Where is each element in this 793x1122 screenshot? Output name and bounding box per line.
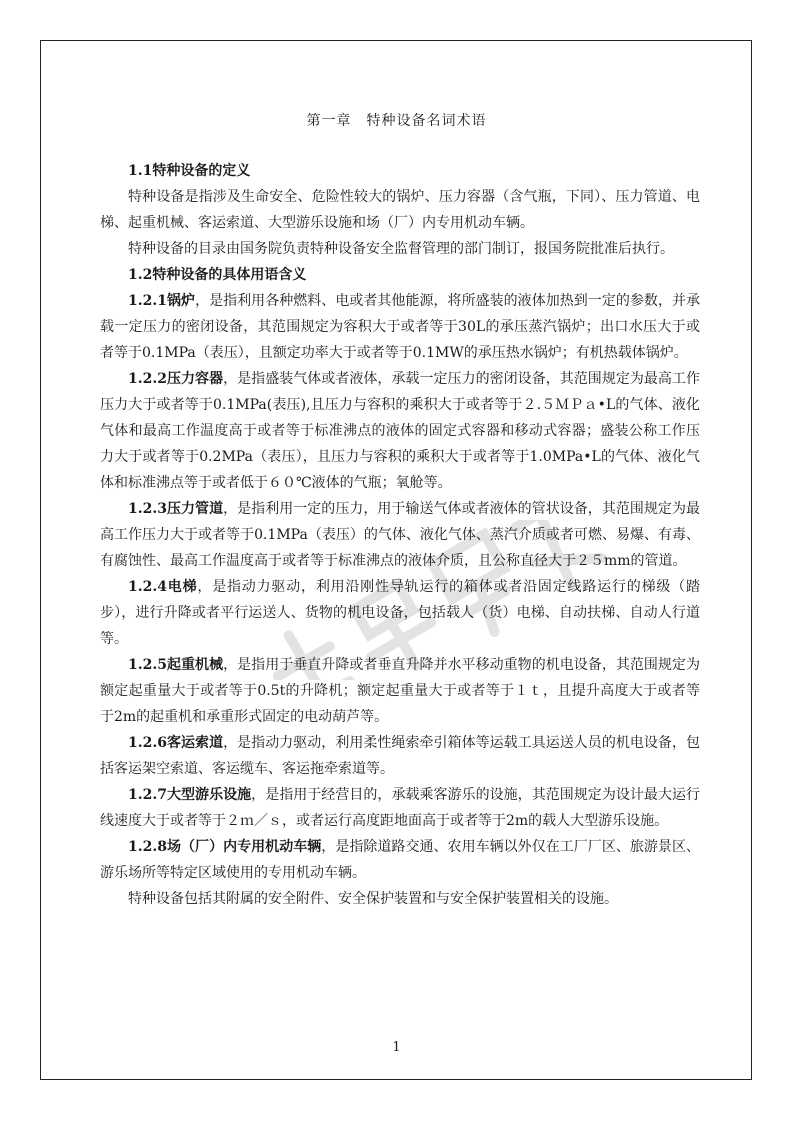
term-label: 1.2.5起重机械 <box>128 657 224 673</box>
term-label: 1.2.6客运索道 <box>128 735 224 751</box>
term-paragraph-pressure-pipeline <box>100 496 700 574</box>
document-body <box>100 158 700 912</box>
term-text: ，是指用于经营目的，承载乘客游乐的设施，其范围规定为设计最大运行线速度大于或者等于２ｍ／ｓ，或者运行高度距地面高于或者等于2m的载人大型游乐设施。 <box>100 787 700 829</box>
term-paragraph-amusement <box>100 782 700 834</box>
chapter-title: 第一章 特种设备名词术语 <box>306 113 487 129</box>
term-text: ，是指盛装气体或者液体，承载一定压力的密闭设备，其范围规定为最高工作压力大于或者等于0.1MPa(表压),且压力与容积的乘积大于或者等于２.５ＭＰａ•L的气体、液化气体和最高工作温度高于或者等于标准沸点的液体的固定式容器和移动式容器；盛装公称工作压力大于或者等于0.2MPa（表压），且压力与容积的乘积大于或者等于1.0MPa•L的气体、液化气体和标准沸点等于或者低于６０℃液体的气瓶；氧舱等。 <box>100 371 700 491</box>
term-text: ，是指用于垂直升降或者垂直升降并水平移动重物的机电设备，其范围规定为额定起重量大于或者等于0.5t的升降机；额定起重量大于或者等于１ｔ，且提升高度大于或者等于2m的起重机和承重形式固定的电动葫芦等。 <box>100 657 700 725</box>
term-paragraph-elevator <box>100 574 700 652</box>
term-label: 1.2.4电梯 <box>128 579 198 595</box>
section-heading-1-2: 1.2特种设备的具体用语含义 <box>128 267 307 283</box>
term-text: ，是指利用一定的压力，用于输送气体或者液体的管状设备，其范围规定为最高工作压力大于或者等于0.1MPa（表压）的气体、液化气体、蒸汽介质或者可燃、易爆、有毒、有腐蚀性、最高工作温度高于或者等于标准沸点的液体介质，且公称直径大于２５mm的管道。 <box>100 501 700 569</box>
section-heading-1-1: 1.1特种设备的定义 <box>128 163 251 179</box>
term-text: ，是指利用各种燃料、电或者其他能源，将所盛装的液体加热到一定的参数，并承载一定压力的密闭设备，其范围规定为容积大于或者等于30L的承压蒸汽锅炉；出口水压大于或者等于0.1MPa（表压），且额定功率大于或者等于0.1MW的承压热水锅炉；有机热载体锅炉。 <box>100 293 700 361</box>
term-text: ，是指动力驱动，利用柔性绳索牵引箱体等运载工具运送人员的机电设备，包括客运架空索道、客运缆车、客运拖牵索道等。 <box>100 735 700 777</box>
term-text: ，是指除道路交通、农用车辆以外仅在工厂厂区、旅游景区、游乐场所等特定区域使用的专用机动车辆。 <box>100 839 700 881</box>
paragraph-definition: 特种设备是指涉及生命安全、危险性较大的锅炉、压力容器（含气瓶，下同）、压力管道、电梯、起重机械、客运索道、大型游乐设施和场（厂）内专用机动车辆。 <box>100 189 700 231</box>
term-label: 1.2.3压力管道 <box>128 501 224 517</box>
term-label: 1.2.2压力容器 <box>128 371 224 387</box>
term-paragraph-crane <box>100 652 700 730</box>
term-label: 1.2.8场（厂）内专用机动车辆 <box>128 839 322 855</box>
paragraph-catalog: 特种设备的目录由国务院负责特种设备安全监督管理的部门制订，报国务院批准后执行。 <box>128 241 674 257</box>
page-number: 1 <box>392 1040 401 1055</box>
term-label: 1.2.7大型游乐设施 <box>128 787 252 803</box>
paragraph-closing: 特种设备包括其附属的安全附件、安全保护装置和与安全保护装置相关的设施。 <box>128 891 618 907</box>
term-text: ，是指动力驱动，利用沿刚性导轨运行的箱体或者沿固定线路运行的梯级（踏步），进行升降或者平行运送人、货物的机电设备，包括载人（货）电梯、自动扶梯、自动人行道等。 <box>100 579 700 647</box>
term-paragraph-pressure-vessel <box>100 366 700 496</box>
term-paragraph-ropeway <box>100 730 700 782</box>
term-label: 1.2.1锅炉 <box>128 293 196 309</box>
term-paragraph-vehicle <box>100 834 700 886</box>
term-paragraph-boiler <box>100 288 700 366</box>
